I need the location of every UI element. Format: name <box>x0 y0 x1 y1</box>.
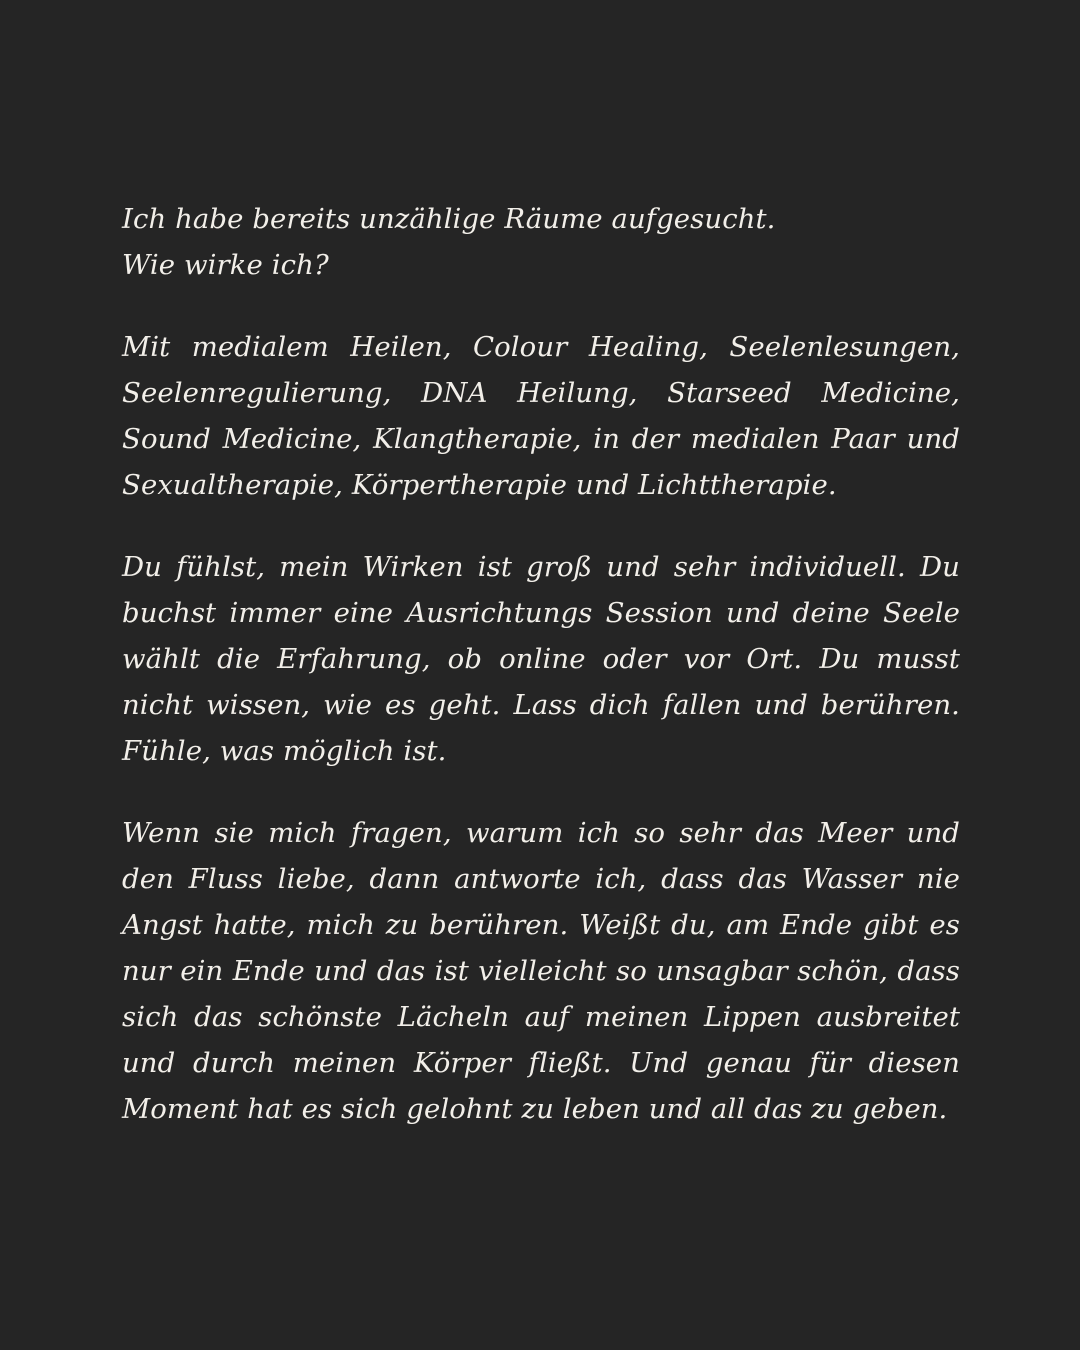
paragraph-intro <box>122 196 960 288</box>
paragraph-water <box>122 810 960 1132</box>
paragraph-water-text: Wenn sie mich fragen, warum ich so sehr das Meer und den Fluss liebe, dann antworte ich, dass das Wasser nie Angst hatte, mich zu berühren. Weißt du, am Ende gibt es nur ein Ende und das ist vielleicht so unsagbar schön, dass sich das schönste Lächeln auf meinen Lippen ausbreitet und durch meinen Körper fließt. Und genau für diesen Moment hat es sich gelohnt zu leben und all das zu geben. <box>122 817 960 1125</box>
paragraph-booking-text: Du fühlst, mein Wirken ist groß und sehr individuell. Du buchst immer eine Ausrichtungs Session und deine Seele wählt die Erfahrung, ob online oder vor Ort. Du musst nicht wissen, wie es geht. Lass dich fallen und berühren. Fühle, was möglich ist. <box>122 551 960 767</box>
paragraph-booking <box>122 544 960 774</box>
paragraph-intro-line-2: Wie wirke ich? <box>122 249 329 281</box>
paragraph-methods-text: Mit medialem Heilen, Colour Healing, Seelenlesungen, Seelenregulierung, DNA Heilung, Starseed Medicine, Sound Medicine, Klangtherapie, in der medialen Paar und Sexualtherapie, Körpertherapie und Lichttherapie. <box>122 331 960 501</box>
text-content <box>122 196 960 1132</box>
paragraph-intro-line-1: Ich habe bereits unzählige Räume aufgesucht. <box>122 203 776 235</box>
paragraph-methods <box>122 324 960 508</box>
